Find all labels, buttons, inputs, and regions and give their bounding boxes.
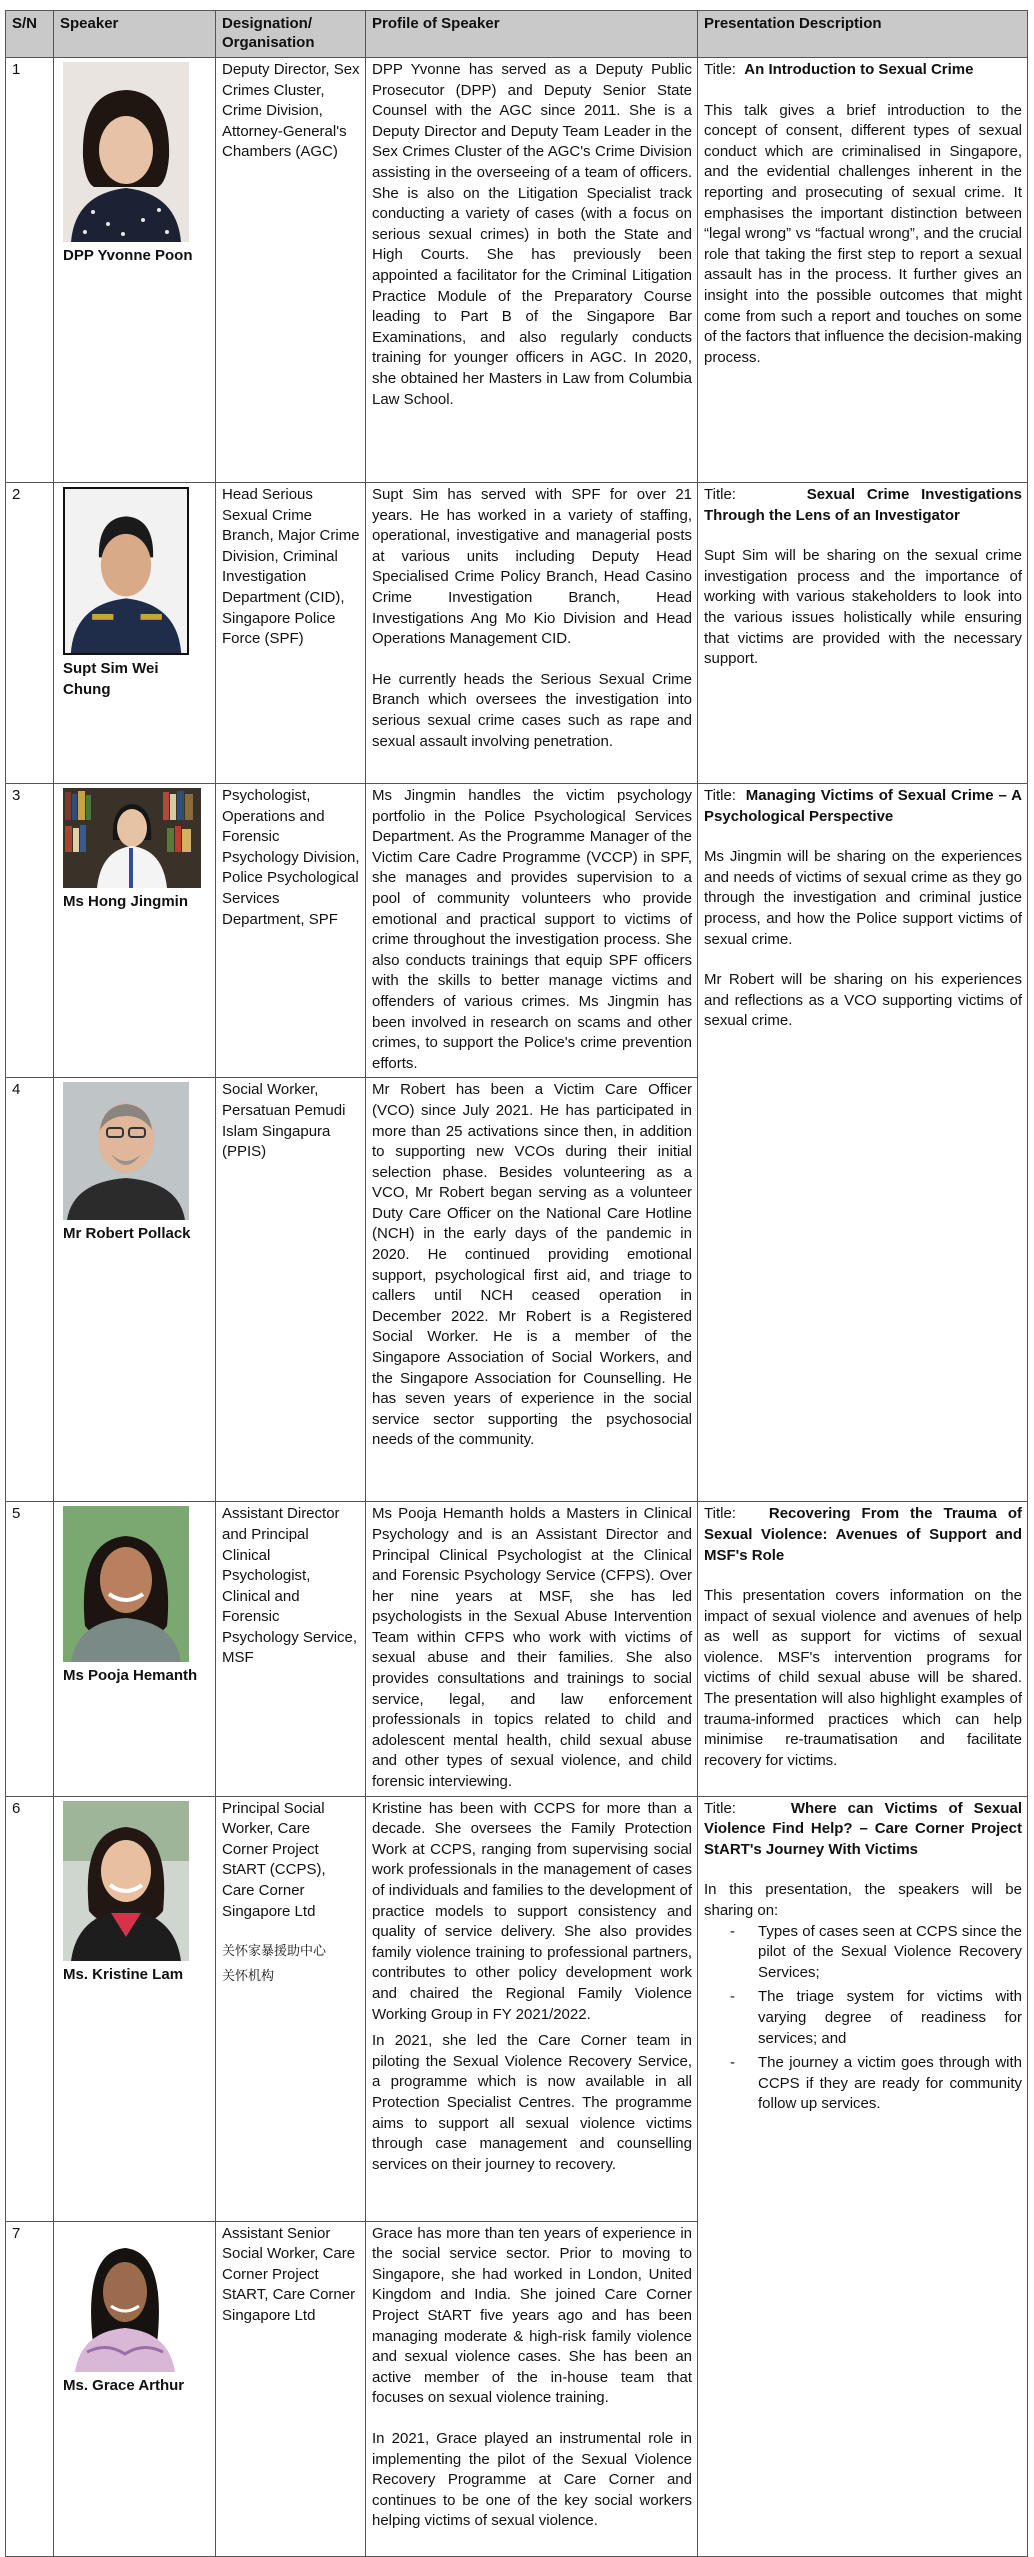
speaker-cell	[54, 784, 216, 1078]
presentation-title: Title: An Introduction to Sexual Crime	[704, 61, 974, 78]
speaker-cell	[54, 483, 216, 784]
table-row	[6, 58, 1028, 483]
presentation-cell	[698, 58, 1028, 483]
sn-cell: 5	[6, 1502, 54, 1796]
presentation-title: Title: Managing Victims of Sexual Crime – A Psychological Perspective	[704, 787, 1022, 825]
list-item: - The triage system for victims with varying degree of readiness for services; and	[704, 1987, 1022, 2049]
profile-cell	[366, 1796, 698, 2221]
speaker-photo	[63, 1506, 189, 1662]
presentation-description: This talk gives a brief introduction to the concept of consent, different types of sexual conduct which are criminalised in Singapore, and the evidential challenges inherent in the reporting and prosecuting of sexual crime. It emphasises the important distinction between “legal wrong” vs “factual wrong”, and the crucial role that taking the first step to report a sexual assault has in the process. It further gives an insight into the possible outcomes that might come from such a report and touches on some of the factors that influence the decision-making process.	[704, 101, 1022, 366]
speaker-name: Ms Pooja Hemanth	[63, 1667, 198, 1685]
speaker-photo	[63, 1801, 189, 1961]
sn-cell: 2	[6, 483, 54, 784]
presentation-title: Title: Where can Victims of Sexual Violence Find Help? – Care Corner Project StART's Journey With Victims	[704, 1799, 1022, 1858]
designation-cell: Assistant Director and Principal Clinical Psychologist, Clinical and Forensic Psychology Service, MSF	[216, 1502, 366, 1796]
profile-paragraph: Grace has more than ten years of experience in the social service sector. Prior to moving to Singapore, she had worked in London, United Kingdom and India. She joined Care Corner Project StART five years ago and has been managing moderate & high-risk family violence and sexual violence cases. She has been an active member of the in-house team that focuses on sexual violence training.	[372, 2224, 692, 2407]
table-header-row	[6, 11, 1028, 58]
sn-cell: 6	[6, 1796, 54, 2221]
profile-cell	[366, 1078, 698, 1502]
presentation-description: Ms Jingmin will be sharing on the experiences and needs of victims of sexual crime as they go through the investigation and criminal justice process, and how the Police support victims of sexual crime.	[704, 848, 1022, 948]
designation-text: Principal Social Worker, Care Corner Project StART (CCPS), Care Corner Singapore Ltd	[222, 1799, 326, 1920]
presentation-cell	[698, 483, 1028, 784]
presentation-title: Title: Recovering From the Trauma of Sexual Violence: Avenues of Support and MSF's Role	[704, 1505, 1022, 1564]
profile-paragraph: DPP Yvonne has served as a Deputy Public Prosecutor (DPP) and Deputy Senior State Counsel with the AGC since 2011. She is a Deputy Director and Deputy Team Leader in the Sex Crimes Cluster of the AGC's Crime Division assisting in the overseeing of a team of officers. She is also on the Litigation Specialist track conducting a variety of cases (with a focus on serious sexual crimes) in both the State and High Courts. She has previously been appointed a facilitator for the Criminal Litigation Practice Module of the Preparatory Course leading to Part B of the Singapore Bar Examinations, and also regularly conducts training for younger officers in AGC. In 2020, she obtained her Masters in Law from Columbia Law School.	[372, 61, 692, 408]
presentation-bullets	[704, 1922, 1022, 2115]
designation-cell: Psychologist, Operations and Forensic Psychology Division, Police Psychological Services Department, SPF	[216, 784, 366, 1078]
designation-cell	[216, 1796, 366, 2221]
speaker-name: Supt Sim Wei Chung	[63, 660, 159, 698]
header-sn: S/N	[6, 11, 54, 58]
speaker-photo	[63, 788, 201, 888]
profile-cell	[366, 483, 698, 784]
speaker-photo	[63, 1082, 189, 1220]
profile-cell	[366, 58, 698, 483]
speaker-cell	[54, 1502, 216, 1796]
speaker-name: Ms Hong Jingmin	[63, 893, 188, 910]
designation-cell: Head Serious Sexual Crime Branch, Major Crime Division, Criminal Investigation Department (CID), Singapore Police Force (SPF)	[216, 483, 366, 784]
sn-cell: 7	[6, 2221, 54, 2556]
profile-cell	[366, 1502, 698, 1796]
speaker-name: Ms. Kristine Lam	[63, 1965, 184, 1983]
profile-cell	[366, 2221, 698, 2556]
presentation-description: This presentation covers information on the impact of sexual violence and avenues of help as well as support for victims of sexual violence. MSF's intervention programs for victims of child sexual abuse will be shared. The presentation will also highlight examples of trauma-informed practices which can help minimise re-traumatisation and facilitate recovery for victims.	[704, 1587, 1022, 1769]
presentation-cell	[698, 1796, 1028, 2556]
header-presentation: Presentation Description	[698, 11, 1028, 58]
designation-cell: Social Worker, Persatuan Pemudi Islam Singapura (PPIS)	[216, 1078, 366, 1502]
header-speaker: Speaker	[54, 11, 216, 58]
speaker-cell	[54, 2221, 216, 2556]
header-designation: Designation/ Organisation	[216, 11, 366, 58]
table-row	[6, 1502, 1028, 1796]
list-item: - The journey a victim goes through with CCPS if they are ready for community follow up services.	[704, 2053, 1022, 2115]
presentation-cell	[698, 1502, 1028, 1796]
speaker-name: Mr Robert Pollack	[63, 1225, 191, 1243]
speaker-cell	[54, 58, 216, 483]
presentation-description: In this presentation, the speakers will be sharing on:	[704, 1881, 1022, 1919]
presentation-description: Mr Robert will be sharing on his experiences and reflections as a VCO supporting victims of sexual crime.	[704, 971, 1022, 1030]
profile-paragraph: Ms Pooja Hemanth holds a Masters in Clinical Psychology and is an Assistant Director and Principal Clinical Psychologist at the Clinical and Forensic Psychology Service (CFPS). Over her nine years at MSF, she has led psychologists in the Sexual Abuse Intervention Team within CFPS who work with victims of sexual abuse and their families. She also provides consultations and trainings to social service, legal, and law enforcement professionals in topics related to child and adolescent mental health, child sexual abuse and other types of sexual violence, and child forensic interviewing.	[372, 1505, 692, 1791]
table-row	[6, 1796, 1028, 2221]
profile-paragraph: Ms Jingmin handles the victim psychology portfolio in the Police Psychological Services Department. As the Programme Manager of the Victim Care Cadre Programme (VCCP) in SPF, she manages and provides supervision to a pool of community volunteers who provide emotional and practical support to victims of crime throughout the investigation process. She also conducts trainings that equip SPF officers with the skills to better manage victims and offenders of various crimes. Ms Jingmin has been involved in research on scams and other crimes, to support the Police's crime prevention efforts.	[372, 787, 692, 1072]
designation-cjk-line: 关怀家暴援助中心	[222, 1944, 327, 1960]
speaker-name: DPP Yvonne Poon	[63, 247, 193, 264]
presentation-title: Title: Sexual Crime Investigations Through the Lens of an Investigator	[704, 486, 1022, 524]
profile-paragraph: He currently heads the Serious Sexual Crime Branch which oversees the investigation into serious sexual crime cases such as rape and sexual assault involving penetration.	[372, 670, 692, 750]
header-profile: Profile of Speaker	[366, 11, 698, 58]
profile-cell	[366, 784, 698, 1078]
profile-paragraph: Kristine has been with CCPS for more than a decade. She oversees the Family Protection Work at CCPS, ranging from supervising social work professionals in the management of cases of individuals and families to the development of practice models to support consistency and quality of service delivery. She also provides family violence training to professional partners, contributes to other policy development work and chaired the Regional Family Violence Working Group in FY 2021/2022.	[372, 1799, 692, 2023]
designation-cell: Deputy Director, Sex Crimes Cluster, Crime Division, Attorney-General's Chambers (AGC)	[216, 58, 366, 483]
profile-paragraph: Mr Robert has been a Victim Care Officer (VCO) since July 2021. He has participated in more than 25 activations since then, in addition to supporting new VCOs during their initial selection phase. Besides volunteering as a VCO, Mr Robert began serving as a volunteer Duty Care Officer on the National Care Hotline (NCH) in the early days of the pandemic in 2020. He continued providing emotional support, psychological first aid, and triage to callers until NCH ceased operation in December 2022. Mr Robert is a Registered Social Worker. He is a member of the Singapore Association of Social Workers, and the Singapore Association for Counselling. He has seven years of experience in the social service sector supporting the psychosocial needs of the community.	[372, 1081, 692, 1449]
profile-paragraph: Supt Sim has served with SPF for over 21 years. He has worked in a variety of staffing, operational, investigative and managerial posts at various units including Deputy Head Specialised Crime Policy Branch, Head Casino Crime Investigation Branch, Head Investigations Ang Mo Kio Division and Head Operations Management CID.	[372, 486, 692, 648]
profile-paragraph: In 2021, she led the Care Corner team in piloting the Sexual Violence Recovery Service, a programme which is now available in all Protection Specialist Centres. The programme aims to support all sexual violence victims through case management and counselling services on their journey to recovery.	[372, 2032, 692, 2173]
list-item: - Types of cases seen at CCPS since the pilot of the Sexual Violence Recovery Services;	[704, 1922, 1022, 1984]
designation-cjk-line: 关怀机构	[222, 1968, 275, 1984]
speaker-name: Ms. Grace Arthur	[63, 2376, 185, 2394]
speaker-photo	[67, 2226, 183, 2372]
table-row	[6, 784, 1028, 1078]
sn-cell: 3	[6, 784, 54, 1078]
speaker-photo	[63, 62, 189, 242]
sn-cell: 1	[6, 58, 54, 483]
presentation-description: Supt Sim will be sharing on the sexual crime investigation process and the importance of working with various stakeholders to look into the various issues holistically while ensuring that victims are provided with the necessary support.	[704, 547, 1022, 668]
speaker-cell	[54, 1078, 216, 1502]
speakers-table	[5, 10, 1028, 2557]
designation-cell: Assistant Senior Social Worker, Care Corner Project StART, Care Corner Singapore Ltd	[216, 2221, 366, 2556]
table-row	[6, 483, 1028, 784]
speaker-photo	[63, 487, 189, 655]
speaker-cell	[54, 1796, 216, 2221]
presentation-cell	[698, 784, 1028, 1502]
sn-cell: 4	[6, 1078, 54, 1502]
profile-paragraph: In 2021, Grace played an instrumental role in implementing the pilot of the Sexual Violence Recovery Programme at Care Corner and continues to be one of the key social workers helping victims of sexual violence.	[372, 2429, 692, 2530]
